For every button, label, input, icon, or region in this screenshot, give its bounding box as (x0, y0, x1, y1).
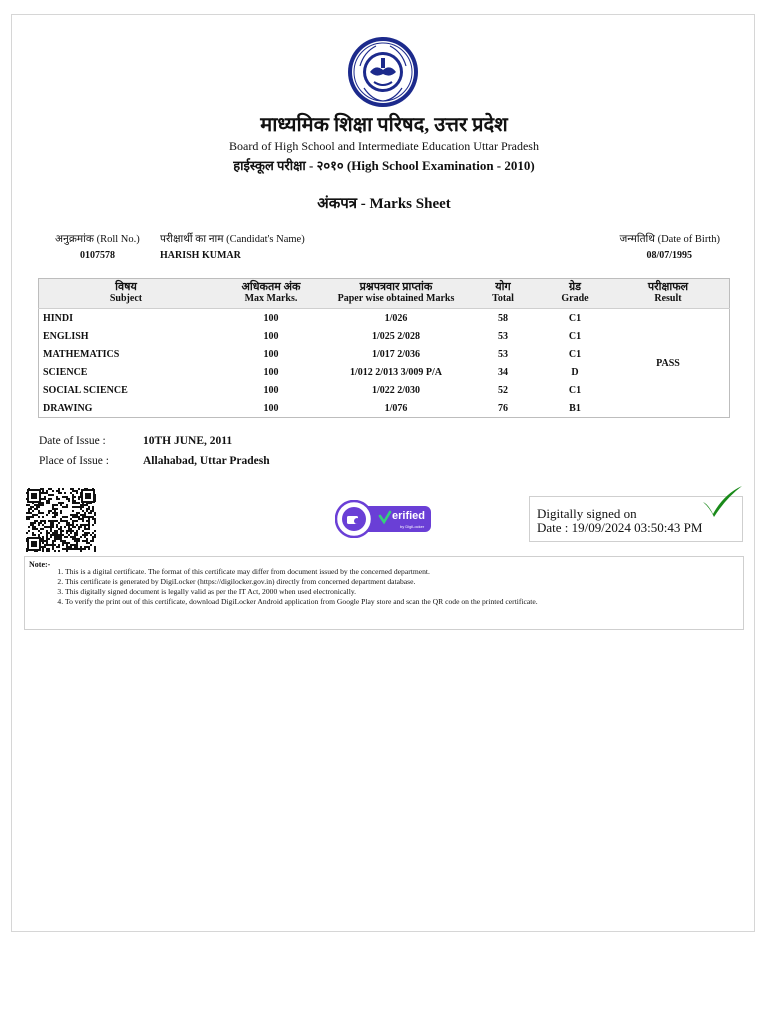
sheet-title: अंकपत्र - Marks Sheet (317, 196, 451, 212)
cell-total: 53 (498, 348, 508, 360)
notes-heading: Note:- (29, 560, 51, 569)
table-header-row (39, 279, 730, 309)
cell-subject: ENGLISH (43, 330, 89, 342)
cell-max: 100 (263, 366, 279, 378)
cell-grade: B1 (569, 402, 581, 414)
dob-value: 08/07/1995 (646, 250, 692, 261)
cell-total: 58 (498, 312, 508, 324)
cell-max: 100 (263, 348, 279, 360)
issue-date-value: 10TH JUNE, 2011 (143, 435, 233, 447)
exam-name: हाईस्कूल परीक्षा - २०१० (High School Examination - 2010) (233, 158, 535, 173)
name-label: परीक्षार्थी का नाम (Candidat's Name) (160, 234, 305, 245)
signature-line-1: Digitally signed on (537, 506, 637, 521)
cell-obtained: 1/022 2/030 (371, 384, 421, 396)
header-obtained: प्रश्नपत्रवार प्राप्तांक Paper wise obtained Marks (329, 279, 463, 309)
issue-place-value: Allahabad, Uttar Pradesh (143, 455, 270, 467)
cell-total: 34 (498, 366, 508, 378)
board-name-english: Board of High School and Intermediate Education Uttar Pradesh (229, 139, 539, 153)
header-result: परीक्षाफल Result (607, 279, 730, 309)
cell-subject: MATHEMATICS (43, 348, 120, 360)
verified-text: erified (392, 510, 426, 522)
roll-label: अनुक्रमांक (Roll No.) (55, 234, 140, 245)
green-check-icon (700, 484, 744, 518)
cell-grade: C1 (568, 312, 582, 324)
issue-date-label: Date of Issue : (39, 435, 106, 447)
cell-subject: SOCIAL SCIENCE (43, 384, 128, 396)
note-item: 4. To verify the print out of this certificate, download DigiLocker Android application from Google Play store and scan the QR code on the printed certificate. (65, 597, 538, 607)
cell-grade: C1 (568, 348, 582, 360)
note-item: 3. This digitally signed document is legally valid as per the IT Act, 2000 when used electronically. (65, 587, 538, 597)
cell-total: 52 (498, 384, 508, 396)
note-item: 2. This certificate is generated by DigiLocker (https://digilocker.gov.in) directly from concerned department database. (65, 577, 538, 587)
table-row (39, 309, 730, 328)
cell-subject: HINDI (43, 312, 74, 324)
issue-place-label: Place of Issue : (39, 455, 109, 467)
cell-max: 100 (263, 330, 279, 342)
cell-subject: DRAWING (43, 402, 93, 414)
cell-subject: SCIENCE (43, 366, 88, 378)
cell-obtained: 1/076 (384, 402, 408, 414)
cell-obtained: 1/017 2/036 (371, 348, 421, 360)
cell-obtained: 1/025 2/028 (371, 330, 421, 342)
header-grade: ग्रेड Grade (543, 279, 607, 309)
up-board-emblem-icon (346, 36, 420, 108)
header-max-marks: अधिकतम अंक Max Marks. (213, 279, 329, 309)
cell-total: 76 (498, 402, 508, 414)
cell-total: 53 (498, 330, 508, 342)
roll-value: 0107578 (80, 250, 115, 261)
cell-grade: C1 (568, 330, 582, 342)
header-subject: विषय Subject (39, 279, 214, 309)
board-name-hindi: माध्यमिक शिक्षा परिषद, उत्तर प्रदेश (260, 114, 508, 136)
name-value: HARISH KUMAR (160, 250, 241, 261)
notes-section (24, 556, 744, 630)
qr-code-icon[interactable] (26, 488, 96, 552)
cell-max: 100 (263, 402, 279, 414)
verified-subtext: by DigiLocker (400, 524, 425, 529)
marks-table (38, 278, 730, 418)
result-value: PASS (656, 357, 680, 369)
header-total: योग Total (463, 279, 543, 309)
cell-max: 100 (263, 312, 279, 324)
cell-obtained: 1/012 2/013 3/009 P/A (350, 366, 442, 378)
note-item: 1. This is a digital certificate. The format of this certificate may differ from document issued by the concerned department. (65, 567, 538, 577)
cell-grade: D (571, 366, 579, 378)
cell-obtained: 1/026 (384, 312, 408, 324)
cell-grade: C1 (568, 384, 582, 396)
signature-line-2: Date : 19/09/2024 03:50:43 PM (537, 520, 703, 535)
cell-max: 100 (263, 384, 279, 396)
dob-label: जन्मतिथि (Date of Birth) (619, 234, 720, 245)
